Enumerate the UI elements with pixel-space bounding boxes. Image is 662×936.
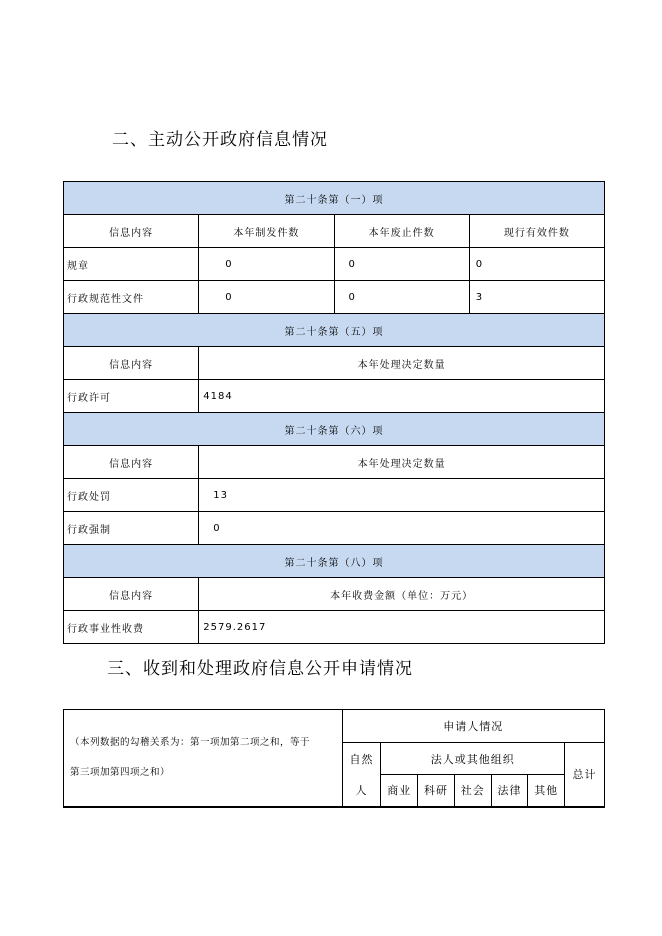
applicant-header: 申请人情况	[342, 710, 604, 743]
table-row	[64, 512, 605, 545]
col-count: 本年处理决定数量	[199, 347, 605, 380]
cell-value: 4184	[199, 380, 605, 413]
sub-legal: 法律	[491, 775, 528, 807]
table-note	[64, 710, 343, 807]
col-issued: 本年制发件数	[199, 215, 334, 248]
row-label: 行政规范性文件	[64, 281, 199, 314]
row-label: 规章	[64, 248, 199, 281]
row-label: 行政事业性收费	[64, 611, 199, 644]
art20-8-header: 第二十条第（八）项	[64, 545, 605, 578]
section3-title: 三、收到和处理政府信息公开申请情况	[107, 659, 413, 679]
cell-issued: 0	[199, 281, 334, 314]
legal-org-header: 法人或其他组织	[381, 743, 565, 775]
sub-social: 社会	[454, 775, 491, 807]
cell-valid: 3	[469, 281, 604, 314]
col-count: 本年处理决定数量	[199, 446, 605, 479]
row-label: 行政强制	[64, 512, 199, 545]
cell-valid: 0	[469, 248, 604, 281]
col-content: 信息内容	[64, 578, 199, 611]
row-label: 行政许可	[64, 380, 199, 413]
sub-commercial: 商业	[381, 775, 418, 807]
cell-value: 2579.2617	[199, 611, 605, 644]
cell-abolished: 0	[334, 248, 469, 281]
table-row	[64, 611, 605, 644]
total-header: 总计	[565, 743, 605, 807]
section2-title: 二、主动公开政府信息情况	[112, 130, 328, 150]
proactive-disclosure-table	[63, 181, 605, 644]
note-line-1: （本列数据的勾稽关系为：第一项加第二项之和，等于	[70, 736, 311, 748]
sub-research: 科研	[418, 775, 455, 807]
col-amount: 本年收费金额（单位：万元）	[199, 578, 605, 611]
natural-person-top: 自然	[342, 743, 381, 775]
cell-issued: 0	[199, 248, 334, 281]
table-row	[64, 281, 605, 314]
application-table	[63, 709, 605, 808]
table-row	[64, 248, 605, 281]
art20-6-header: 第二十条第（六）项	[64, 413, 605, 446]
row-label: 行政处罚	[64, 479, 199, 512]
cell-value: 0	[199, 512, 605, 545]
art20-5-header: 第二十条第（五）项	[64, 314, 605, 347]
note-line-2: 第三项加第四项之和）	[70, 766, 171, 778]
natural-person-bottom: 人	[342, 775, 381, 807]
col-content: 信息内容	[64, 215, 199, 248]
col-abolished: 本年废止件数	[334, 215, 469, 248]
art20-1-header: 第二十条第（一）项	[64, 182, 605, 215]
col-content: 信息内容	[64, 446, 199, 479]
sub-other: 其他	[528, 775, 565, 807]
cell-value: 13	[199, 479, 605, 512]
table-row	[64, 479, 605, 512]
table-row	[64, 380, 605, 413]
col-valid: 现行有效件数	[469, 215, 604, 248]
col-content: 信息内容	[64, 347, 199, 380]
cell-abolished: 0	[334, 281, 469, 314]
